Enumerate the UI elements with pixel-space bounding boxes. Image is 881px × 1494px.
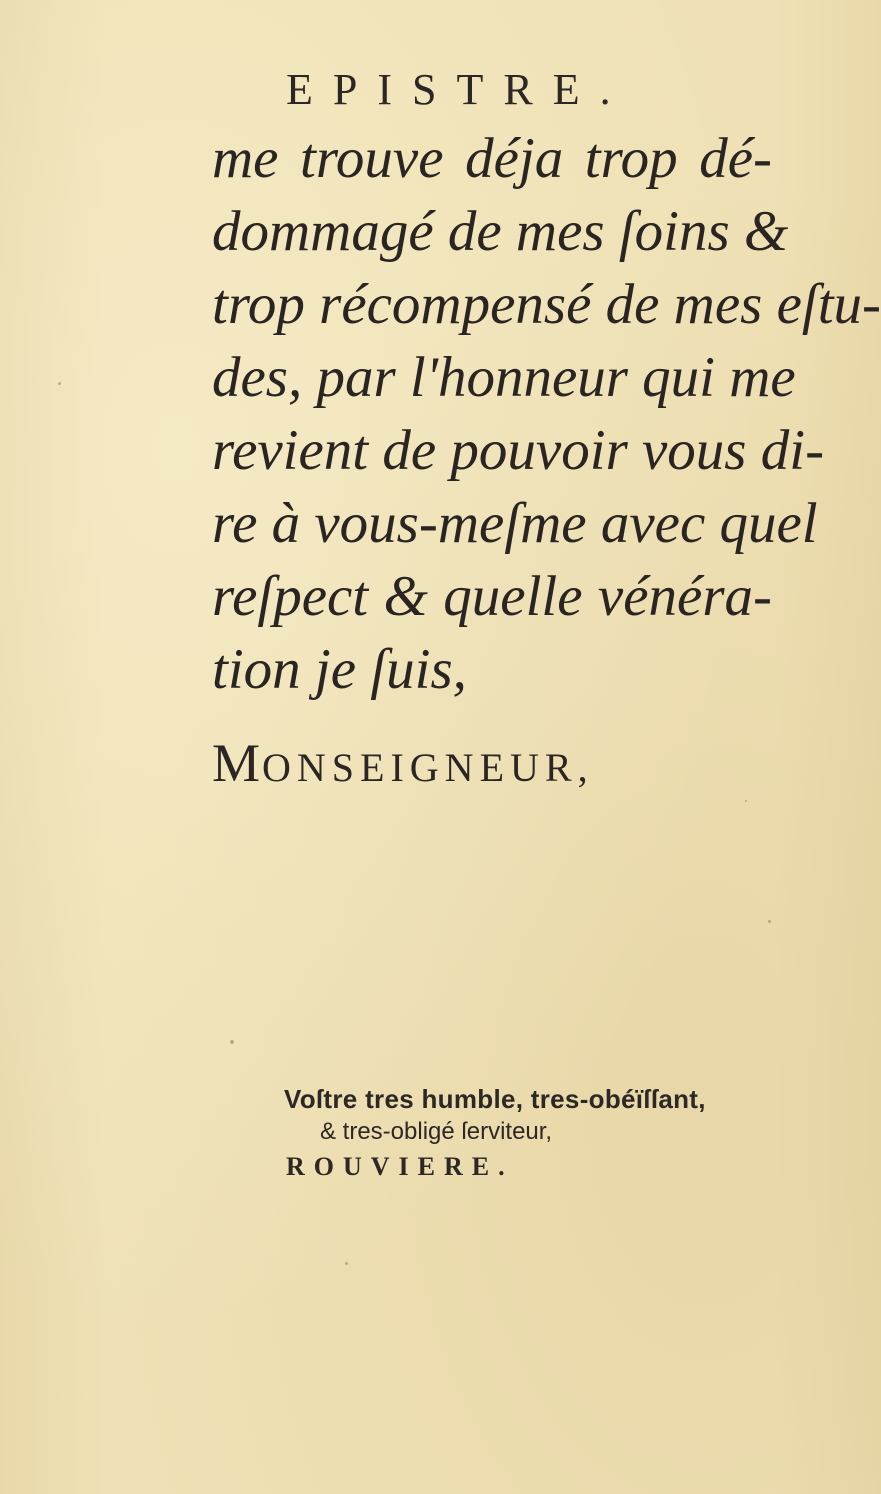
body-line: me trouve déja trop dé- [212,127,772,190]
body-line: reſpect & quelle vénéra- [212,565,772,628]
signature: ROUVIERE. [286,1152,514,1181]
body-line: dommagé de mes ſoins & [212,200,789,263]
salutation-rest: ONSEIGNEUR, [262,745,594,790]
body-line: tion je ſuis, [212,638,467,701]
running-head: EPISTRE. [286,65,631,114]
closing-formula [284,1082,706,1186]
salutation [212,733,594,793]
closing-line: Voſtre tres humble, tres-obéïſſant, [284,1084,706,1114]
body-line: des, par l'honneur qui me [212,346,796,409]
body-line: revient de pouvoir vous di- [212,419,825,482]
paper-speck [745,800,747,802]
paper-speck [345,1262,348,1265]
body-line: trop récompensé de mes eſtu- [212,273,881,336]
salutation-initial: M [212,733,263,793]
paper-speck [58,382,61,385]
body-line: re à vous-meſme avec quel [212,492,818,555]
closing-line: & tres-obligé ſerviteur, [320,1118,553,1145]
paper-speck [230,1040,234,1044]
paper-speck [768,920,771,923]
body-text [212,122,881,706]
